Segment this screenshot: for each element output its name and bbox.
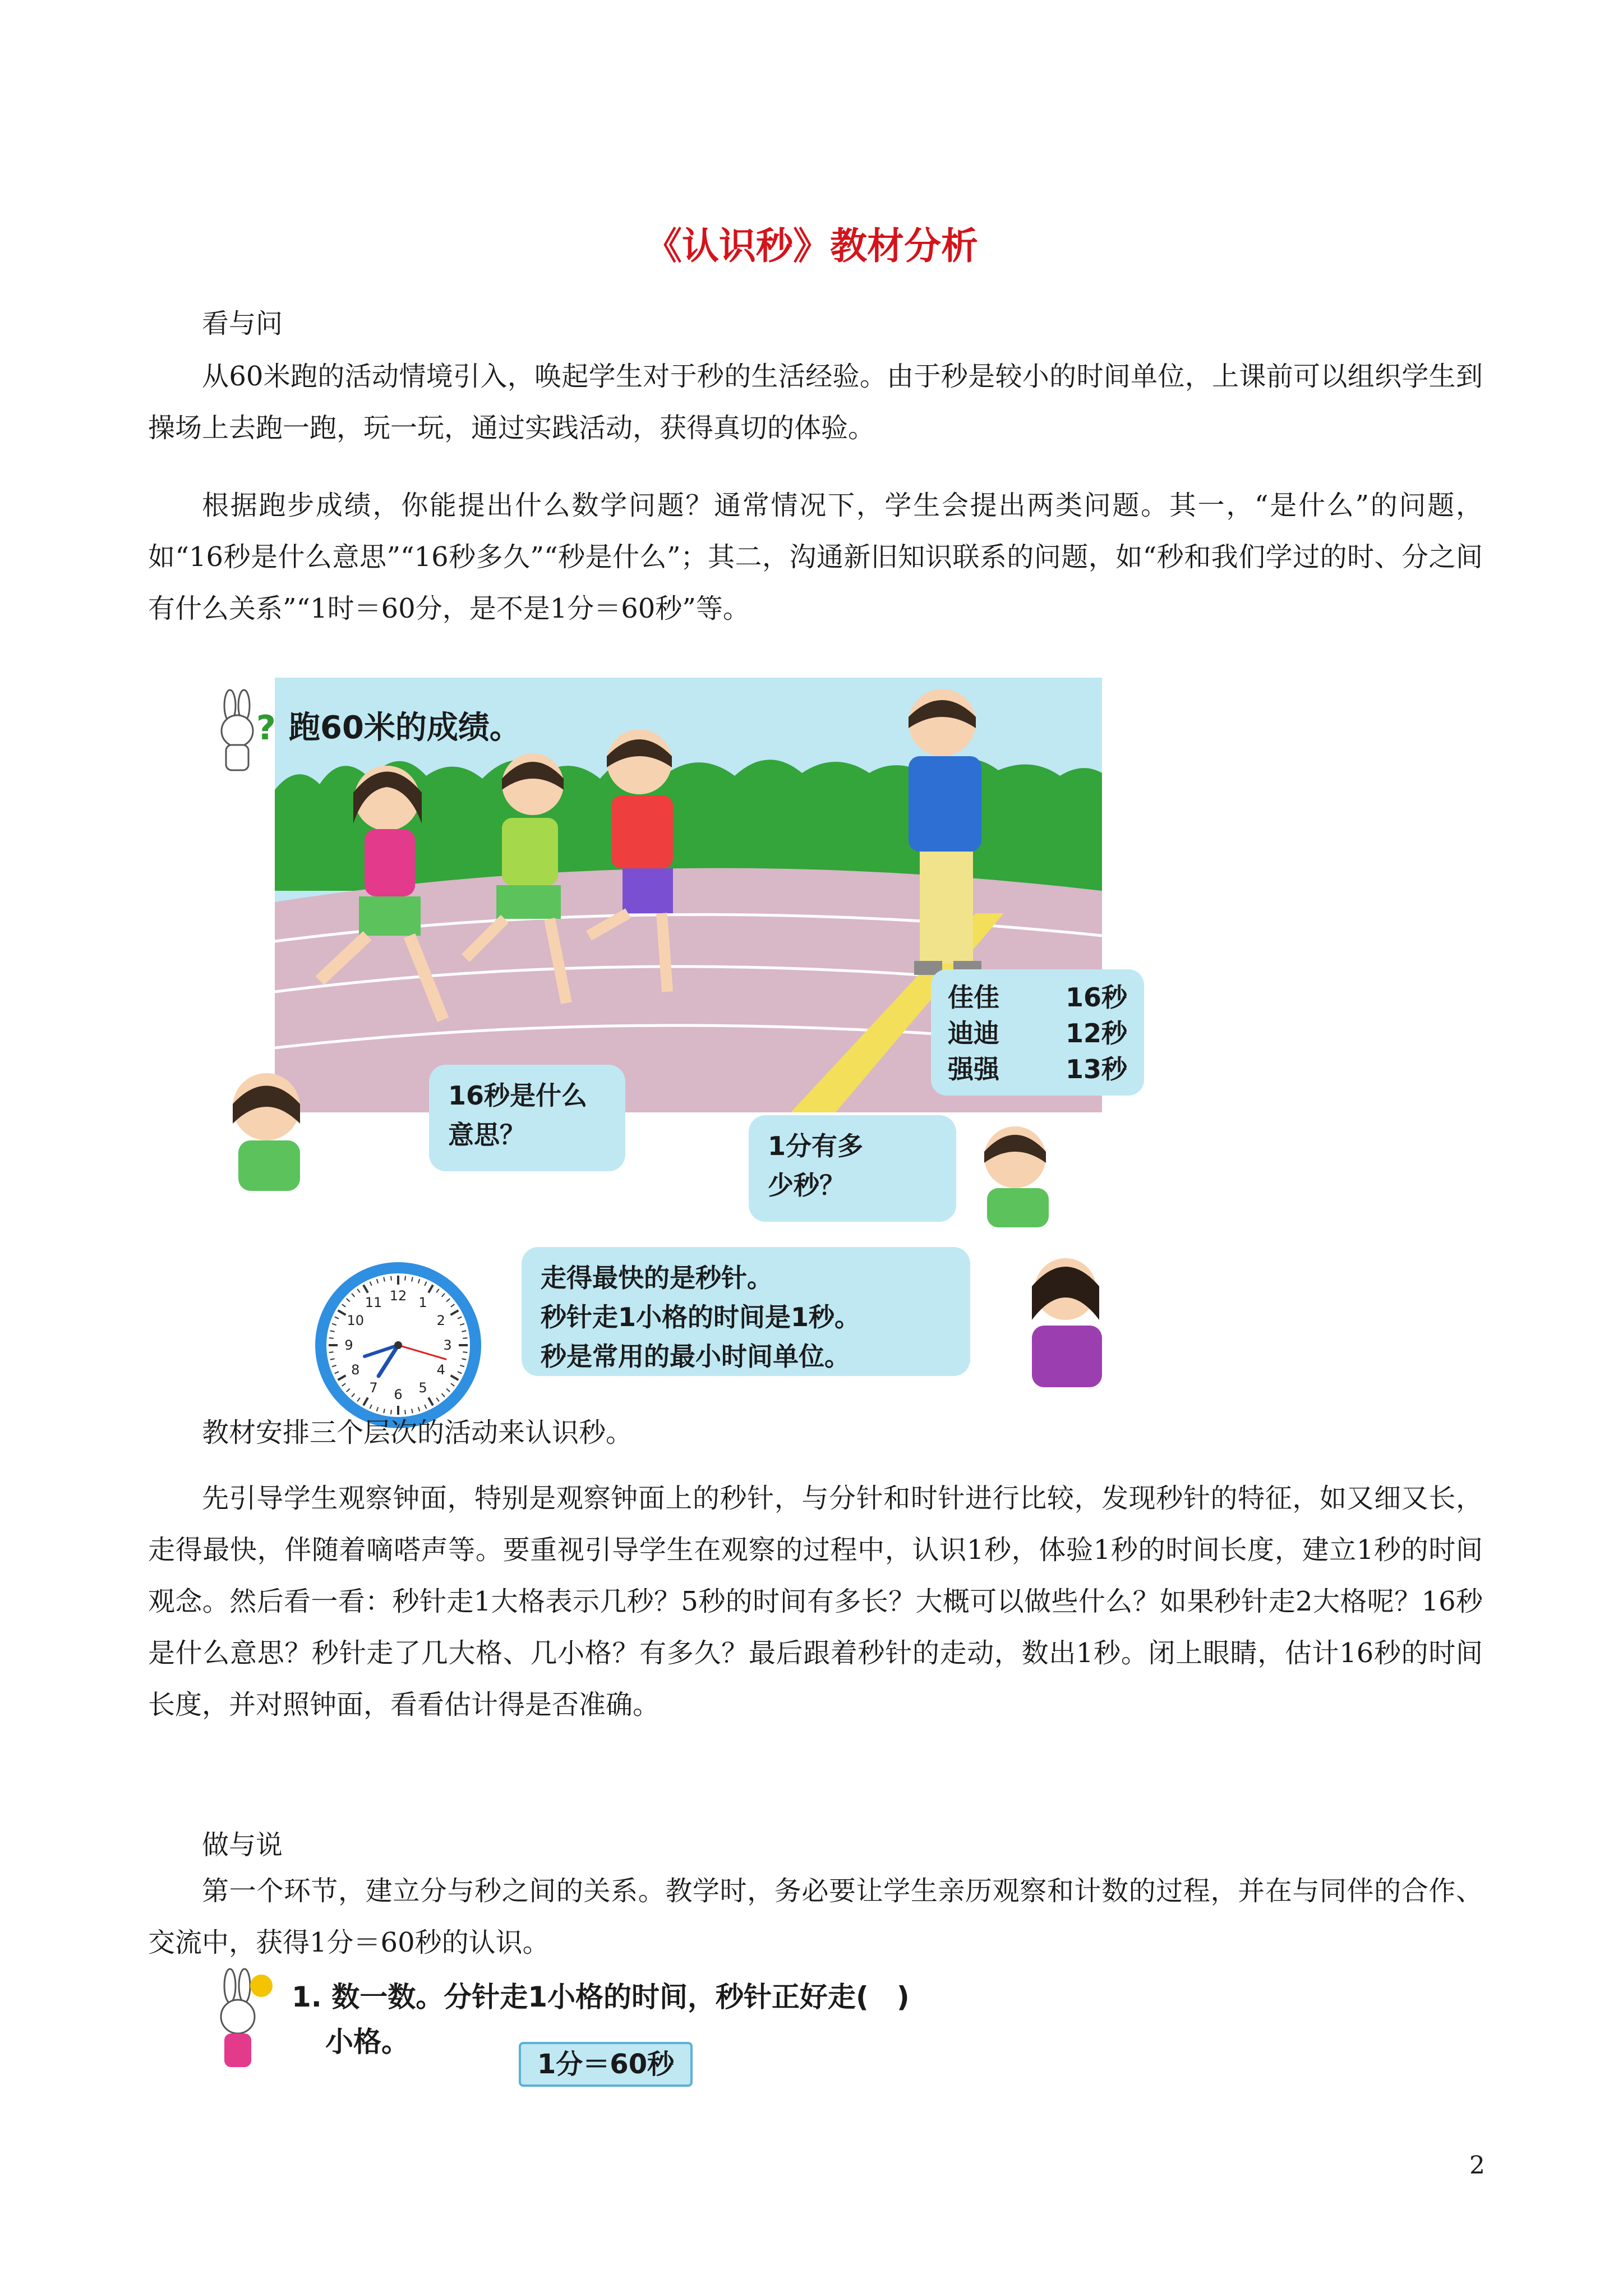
clock-number: 5 [418, 1380, 427, 1396]
exercise-question-continued: 小格。 [325, 2026, 409, 2058]
exercise-image [208, 1963, 1004, 2092]
result-row: 迪迪 12秒 [948, 1018, 1127, 1048]
results-table [931, 969, 1144, 1096]
clock-number: 12 [389, 1288, 407, 1304]
speech-bubble-girl: 16秒是什么 意思？ [429, 1065, 625, 1171]
exercise-question: 1. 数一数。分针走1小格的时间，秒针正好走( ) [292, 1981, 910, 2013]
clock-number: 7 [369, 1380, 378, 1396]
clock-number: 6 [394, 1387, 403, 1402]
result-row: 强强 13秒 [948, 1054, 1127, 1084]
exercise-answer-box: 1分＝60秒 [519, 2042, 693, 2087]
clock-number: 8 [351, 1362, 360, 1378]
page-title: 《认识秒》教材分析 [645, 224, 978, 268]
teacher-avatar [1018, 1247, 1108, 1390]
clock-number: 10 [347, 1313, 365, 1328]
clock-icon [311, 1258, 485, 1432]
clock-number: 4 [436, 1362, 445, 1378]
paragraph-5: 第一个环节，建立分与秒之间的关系。教学时，务必要让学生亲历观察和计数的过程，并在与同伴的合作、交流中，获得1分＝60秒的认识。 [148, 1875, 1483, 1958]
clock-number: 2 [436, 1313, 445, 1328]
paragraph-2: 根据跑步成绩，你能提出什么数学问题？通常情况下，学生会提出两类问题。其一，“是什么”的问题，如“16秒是什么意思”“16秒多久”“秒是什么”；其二，沟通新旧知识联系的问题，如“秒和我们学过的时、分之间有什么关系”“1时＝60分，是不是1分＝60秒”等。 [148, 490, 1483, 624]
section-heading-do-say: 做与说 [202, 1829, 283, 1861]
svg-text:?: ? [256, 708, 276, 748]
figure-caption: 跑60米的成绩。 [289, 710, 521, 746]
clock-number: 1 [418, 1294, 427, 1310]
section-heading-look-ask: 看与问 [202, 308, 283, 339]
rabbit-mascot-icon [208, 1963, 275, 2081]
clock-number: 11 [365, 1294, 382, 1310]
rabbit-mascot-icon [205, 689, 275, 779]
speech-bubble-teacher: 走得最快的是秒针。 秒针走1小格的时间是1秒。 秒是常用的最小时间单位。 [522, 1247, 970, 1376]
speech-bubble-boy: 1分有多 少秒？ [749, 1115, 956, 1222]
running-illustration [205, 678, 1127, 1402]
paragraph-4: 先引导学生观察钟面，特别是观察钟面上的秒针，与分针和时针进行比较，发现秒针的特征，如又细又长，走得最快，伴随着嘀嗒声等。要重视引导学生在观察的过程中，认识1秒，体验1秒的时间长度，建立1秒的时间观念。然后看一看：秒针走1大格表示几秒？5秒的时间有多长？大概可以做些什么？如果秒针走2大格呢？16秒是什么意思？秒针走了几大格、几小格？有多久？最后跟着秒针的走动，数出1秒。闭上眼睛，估计16秒的时间长度，并对照钟面，看看估计得是否准确。 [148, 1483, 1483, 1720]
paragraph-1: 从60米跑的活动情境引入，唤起学生对于秒的生活经验。由于秒是较小的时间单位，上课前可以组织学生到操场上去跑一跑，玩一玩，通过实践活动，获得真切的体验。 [148, 361, 1483, 444]
clock-number: 3 [443, 1337, 452, 1353]
girl-avatar [208, 1062, 325, 1197]
boy-avatar [965, 1115, 1066, 1227]
track-scene [275, 678, 1127, 1112]
clock-number: 9 [344, 1337, 353, 1353]
page-number: 2 [1469, 2151, 1485, 2180]
paragraph-3: 教材安排三个层次的活动来认识秒。 [202, 1417, 633, 1448]
result-row: 佳佳 16秒 [948, 982, 1127, 1013]
